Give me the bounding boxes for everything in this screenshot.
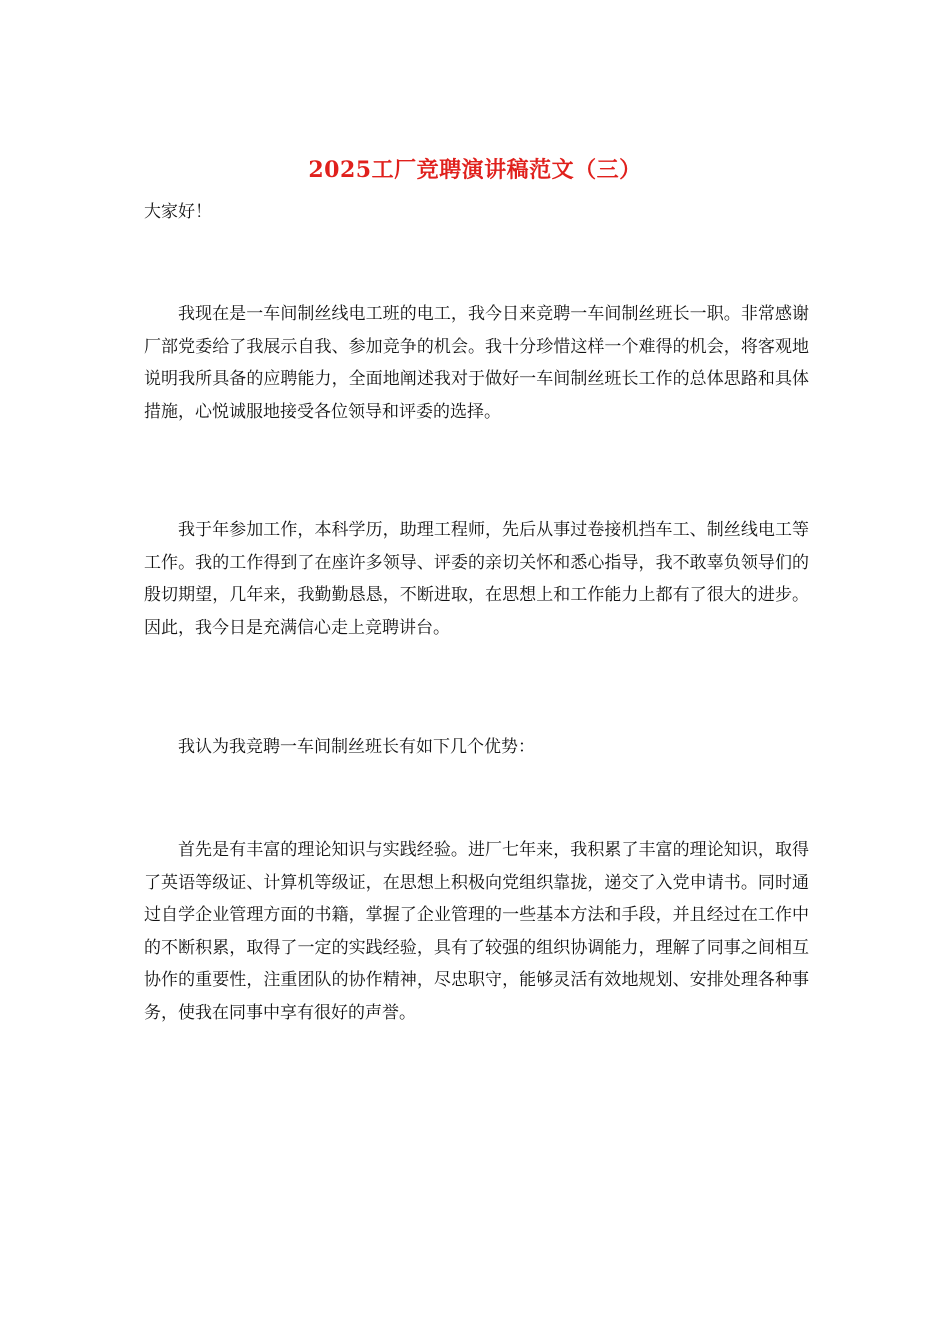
- paragraph-1: 我现在是一车间制丝线电工班的电工，我今日来竞聘一车间制丝班长一职。非常感谢厂部党委给了我展示自我、参加竞争的机会。我十分珍惜这样一个难得的机会，将客观地说明我所具备的应聘能力，全面地阐述我对于做好一车间制丝班长工作的总体思路和具体措施，心悦诚服地接受各位领导和评委的选择。: [144, 304, 809, 422]
- greeting-text: 大家好！: [144, 202, 212, 222]
- paragraph-3: 我认为我竞聘一车间制丝班长有如下几个优势：: [178, 737, 535, 757]
- paragraph-4: 首先是有丰富的理论知识与实践经验。进厂七年来，我积累了丰富的理论知识，取得了英语等级证、计算机等级证，在思想上积极向党组织靠拢，递交了入党申请书。同时通过自学企业管理方面的书籍，掌握了企业管理的一些基本方法和手段，并且经过在工作中的不断积累，取得了一定的实践经验，具有了较强的组织协调能力，理解了同事之间相互协作的重要性，注重团队的协作精神，尽忠职守，能够灵活有效地规划、安排处理各种事务，使我在同事中享有很好的声誉。: [144, 840, 809, 1023]
- document-title: 2025工厂竞聘演讲稿范文（三）: [308, 157, 642, 183]
- paragraph-2: 我于年参加工作，本科学历，助理工程师，先后从事过卷接机挡车工、制丝线电工等工作。我的工作得到了在座许多领导、评委的亲切关怀和悉心指导，我不敢辜负领导们的殷切期望，几年来，我勤勤恳恳，不断进取，在思想上和工作能力上都有了很大的进步。因此，我今日是充满信心走上竞聘讲台。: [144, 520, 809, 638]
